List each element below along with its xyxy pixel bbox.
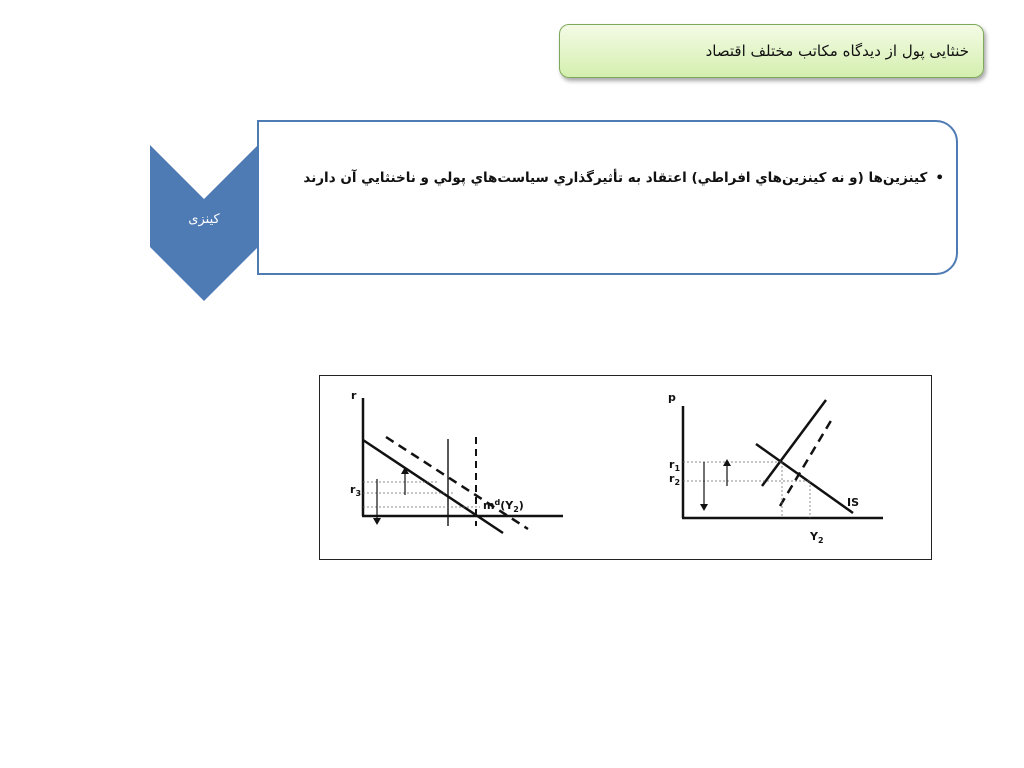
- r3-label: $r_3$: [350, 483, 362, 498]
- left-y-axis-label: r: [351, 389, 357, 402]
- slide-title-text: خنثایی پول از دیدگاه مکاتب مختلف اقتصاد: [705, 42, 969, 60]
- right-up-arrow-head: [723, 459, 731, 466]
- right-down-arrow-head: [700, 504, 708, 511]
- slide-title: [559, 24, 984, 78]
- lm-curve: [762, 400, 826, 486]
- money-market-graph: [350, 389, 563, 533]
- bullet-dot: •: [935, 170, 944, 186]
- bullet-item: [303, 170, 944, 186]
- bullet-text: کینزین‌ها (و نه کینزین‌هاي افراطي) اعتقاد به تأثیرگذاري سیاست‌هاي پولي و ناخنثايي آن دارند: [303, 170, 928, 186]
- right-y-axis-label: p: [668, 391, 676, 404]
- y2-label: $Y_2$: [810, 530, 824, 545]
- figure-graphs: [320, 376, 933, 561]
- is-graph: [668, 391, 883, 545]
- r1-label: $r_1$: [669, 458, 681, 473]
- content-box: [257, 120, 958, 275]
- money-demand-label: $m^d(Y_2)$: [483, 498, 524, 514]
- is-label: IS: [847, 496, 860, 509]
- is-curve: [756, 444, 853, 513]
- down-arrow-head: [373, 518, 381, 525]
- r2-label: $r_2$: [669, 472, 681, 487]
- economics-figure: [319, 375, 932, 560]
- section-label: کینزی: [188, 212, 220, 227]
- money-demand-line: [363, 440, 503, 533]
